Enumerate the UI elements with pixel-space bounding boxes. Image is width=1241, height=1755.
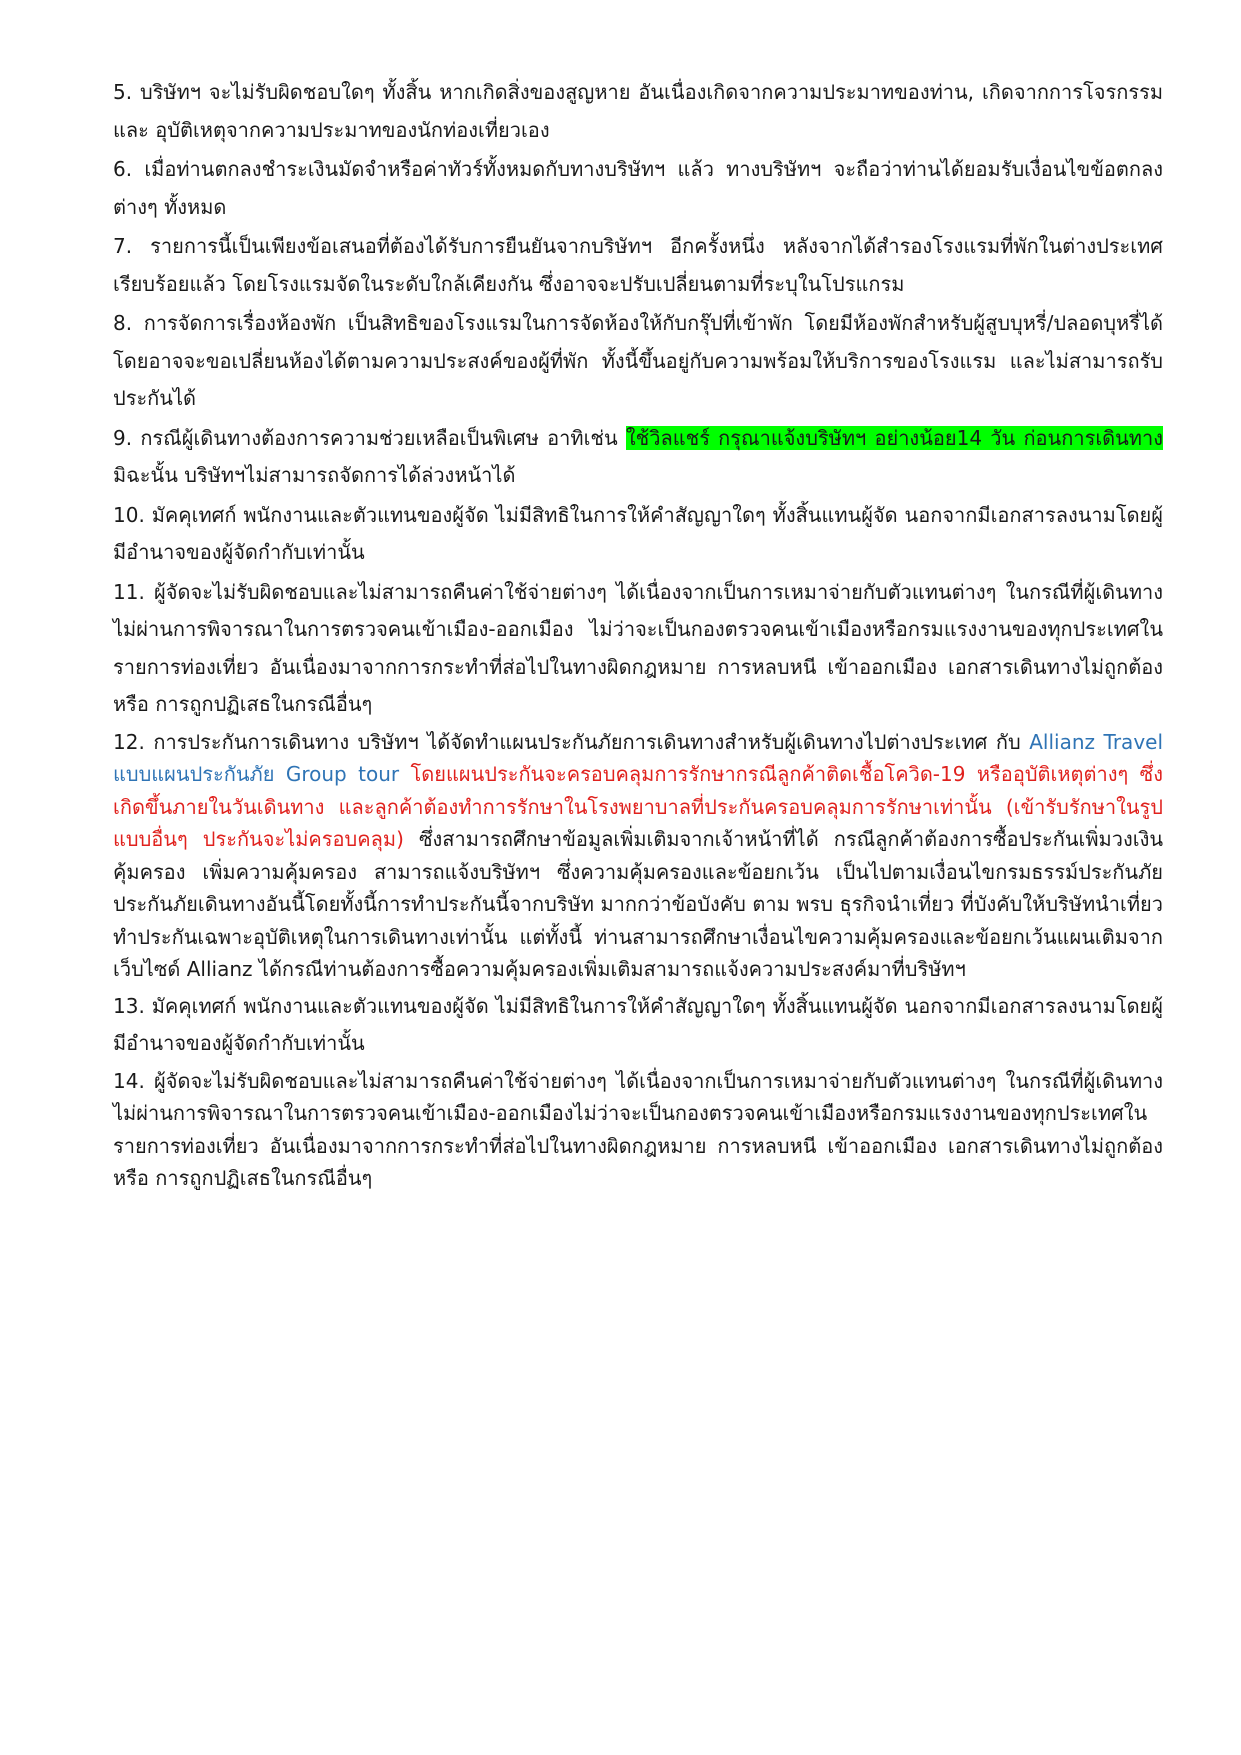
clause-8: 8. การจัดการเรื่องห้องพัก เป็นสิทธิของโรงแรมในการจัดห้องให้กับกรุ๊ปที่เข้าพัก โดยมีห้องพักสำหรับผู้สูบบุหรี่/ปลอดบุหรี่ได้ โดยอาจจะขอเปลี่ยนห้องได้ตามความประสงค์ของผู้ที่พัก ทั้งนี้ขึ้นอยู่กับความพร้อมให้บริการของโรงแรม และไม่สามารถรับประกันได้ bbox=[113, 311, 1163, 410]
clause-14: 14. ผู้จัดจะไม่รับผิดชอบและไม่สามารถคืนค่าใช้จ่ายต่างๆ ได้เนื่องจากเป็นการเหมาจ่ายกับตัวแทนต่างๆ ในกรณีที่ผู้เดินทางไม่ผ่านการพิจารณาในการตรวจคนเข้าเมือง-ออกเมืองไม่ว่าจะเป็นกองตรวจคนเข้าเมืองหรือกรมแรงงานของทุกประเทศในรายการท่องเที่ยว อันเนื่องมาจากการกระทำที่ส่อไปในทางผิดกฎหมาย การหลบหนี เข้าออกเมือง เอกสารเดินทางไม่ถูกต้อง หรือ การถูกปฏิเสธในกรณีอื่นๆ bbox=[113, 1068, 1163, 1190]
clause-6: 6. เมื่อท่านตกลงชำระเงินมัดจำหรือค่าทัวร์ทั้งหมดกับทางบริษัทฯ แล้ว ทางบริษัทฯ จะถือว่าท่านได้ยอมรับเงื่อนไขข้อตกลงต่างๆ ทั้งหมด bbox=[113, 157, 1163, 219]
terms-list bbox=[113, 74, 1163, 1197]
clause-9-text-before: 9. กรณีผู้เดินทางต้องการความช่วยเหลือเป็นพิเศษ อาทิเช่น bbox=[113, 425, 626, 450]
clause-12-coverage-notice: โดยแผนประกันจะครอบคลุมการรักษากรณีลูกค้าติดเชื้อโควิด-19 หรืออุบัติเหตุต่างๆ ซึ่งเกิดขึ้นภายในวันเดินทาง และลูกค้าต้องทำการรักษาในโรงพยาบาลที่ประกันครอบคลุมการรักษาเท่านั้น (เข้ารับรักษาในรูปแบบอื่นๆ ประกันจะไม่ครอบคลุม) bbox=[113, 762, 1163, 851]
clause-11: 11. ผู้จัดจะไม่รับผิดชอบและไม่สามารถคืนค่าใช้จ่ายต่างๆ ได้เนื่องจากเป็นการเหมาจ่ายกับตัวแทนต่างๆ ในกรณีที่ผู้เดินทางไม่ผ่านการพิจารณาในการตรวจคนเข้าเมือง-ออกเมือง ไม่ว่าจะเป็นกองตรวจคนเข้าเมืองหรือกรมแรงงานของทุกประเทศในรายการท่องเที่ยว อันเนื่องมาจากการกระทำที่ส่อไปในทางผิดกฎหมาย การหลบหนี เข้าออกเมือง เอกสารเดินทางไม่ถูกต้อง หรือ การถูกปฏิเสธในกรณีอื่นๆ bbox=[113, 579, 1163, 716]
clause-5: 5. บริษัทฯ จะไม่รับผิดชอบใดๆ ทั้งสิ้น หากเกิดสิ่งของสูญหาย อันเนื่องเกิดจากความประมาทของท่าน, เกิดจากการโจรกรรม และ อุบัติเหตุจากความประมาทของนักท่องเที่ยวเอง bbox=[113, 80, 1163, 142]
clause-12 bbox=[113, 726, 1163, 986]
clause-12-insurer-name: Allianz Travel แบบแผนประกันภัย Group tour bbox=[113, 729, 1164, 786]
clause-9-text-after: มิฉะนั้น บริษัทฯไม่สามารถจัดการได้ล่วงหน้าได้ bbox=[113, 463, 516, 487]
clause-7: 7. รายการนี้เป็นเพียงข้อเสนอที่ต้องได้รับการยืนยันจากบริษัทฯ อีกครั้งหนึ่ง หลังจากได้สำรองโรงแรมที่พักในต่างประเทศเรียบร้อยแล้ว โดยโรงแรมจัดในระดับใกล้เคียงกัน ซึ่งอาจจะปรับเปลี่ยนตามที่ระบุในโปรแกรม bbox=[113, 234, 1163, 296]
clause-12-text-after: ซึ่งสามารถศึกษาข้อมูลเพิ่มเติมจากเจ้าหน้าที่ได้ กรณีลูกค้าต้องการซื้อประกันเพิ่มวงเงินคุ้มครอง เพิ่มความคุ้มครอง สามารถแจ้งบริษัทฯ ซึ่งความคุ้มครองและข้อยกเว้น เป็นไปตามเงื่อนไขกรมธรรม์ประกันภัยประกันภัยเดินทางอันนี้โดยทั้งนี้การทำประกันนี้จากบริษัท มากกว่าข้อบังคับ ตาม พรบ ธุรกิจนำเที่ยว ที่บังคับให้บริษัทนำเที่ยวทำประกันเฉพาะอุบัติเหตุในการเดินทางเท่านั้น แต่ทั้งนี้ ท่านสามารถศึกษาเงื่อนไขความคุ้มครองและข้อยกเว้นแผนเติมจากเว็บไซด์ Allianz ได้กรณีท่านต้องการซื้อความคุ้มครองเพิ่มเติมสามารถแจ้งความประสงค์มาที่บริษัทฯ bbox=[113, 827, 1164, 981]
clause-9 bbox=[113, 420, 1163, 495]
clause-10: 10. มัคคุเทศก์ พนักงานและตัวแทนของผู้จัด ไม่มีสิทธิในการให้คำสัญญาใดๆ ทั้งสิ้นแทนผู้จัด นอกจากมีเอกสารลงนามโดยผู้มีอำนาจของผู้จัดกำกับเท่านั้น bbox=[113, 502, 1163, 564]
clause-12-text-before: 12. การประกันการเดินทาง บริษัทฯ ได้จัดทำแผนประกันภัยการเดินทางสำหรับผู้เดินทางไปต่างประเทศ กับ bbox=[113, 729, 1030, 754]
clause-9-highlight: ใช้วิลแชร์ กรุณาแจ้งบริษัทฯ อย่างน้อย14 วัน ก่อนการเดินทาง bbox=[625, 425, 1163, 450]
clause-13: 13. มัคคุเทศก์ พนักงานและตัวแทนของผู้จัด ไม่มีสิทธิในการให้คำสัญญาใดๆ ทั้งสิ้นแทนผู้จัด นอกจากมีเอกสารลงนามโดยผู้มีอำนาจของผู้จัดกำกับเท่านั้น bbox=[113, 993, 1163, 1055]
